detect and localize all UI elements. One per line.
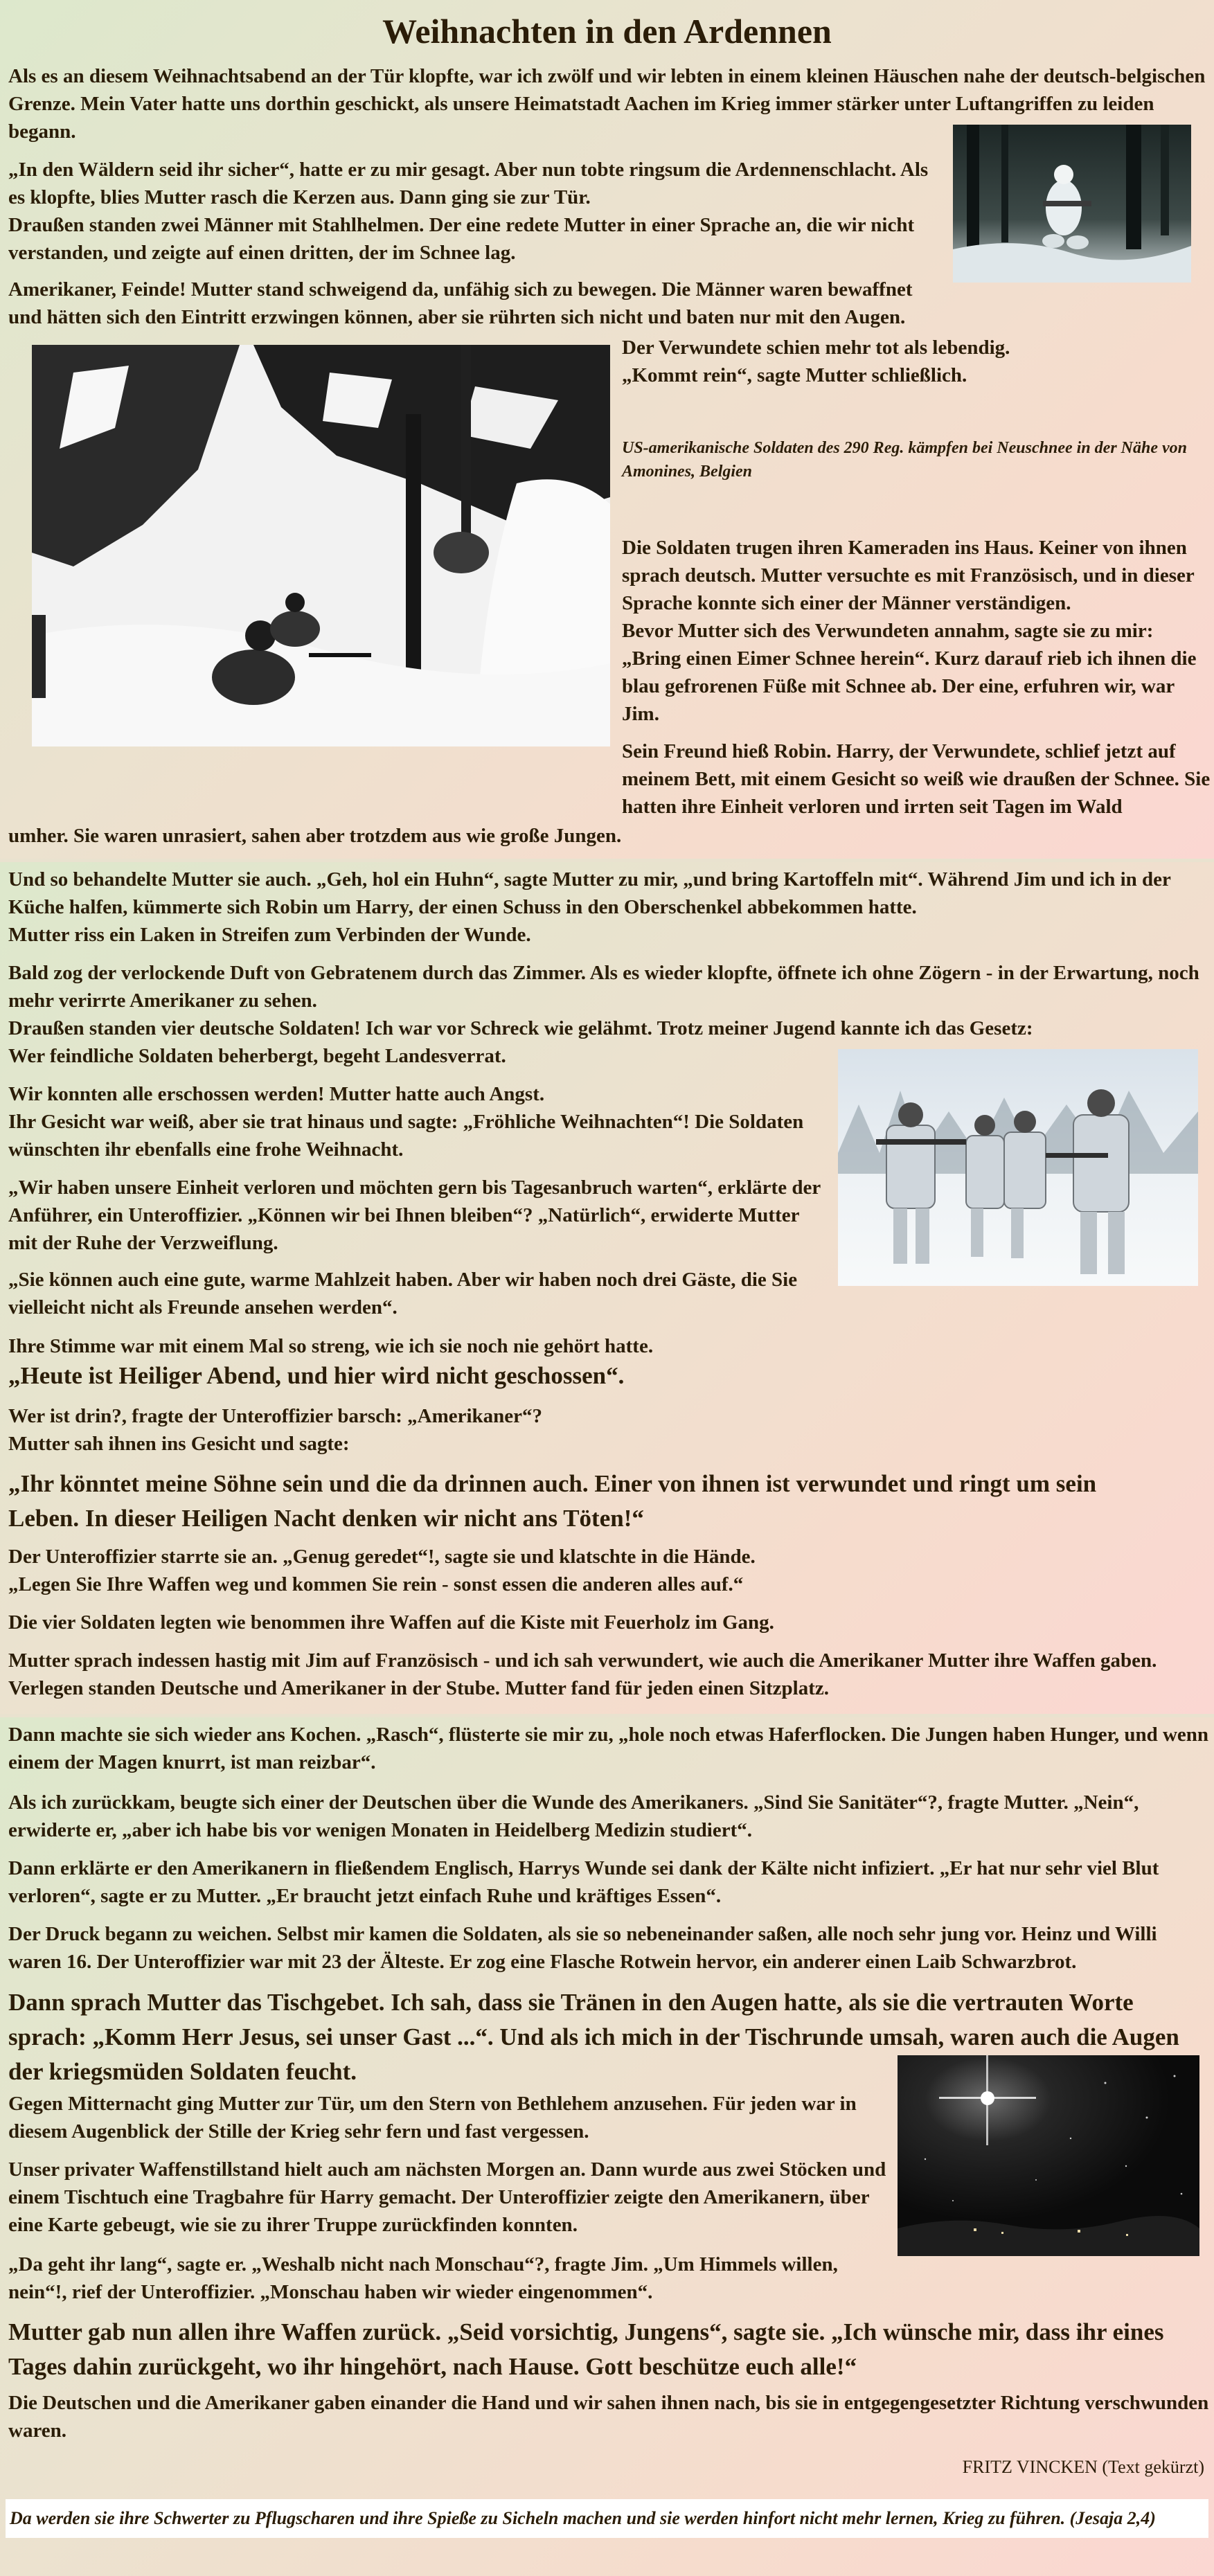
paragraph: Amerikaner, Feinde! Mutter stand schweigend da, unfähig sich zu bewegen. Die Männer waren bewaffnet und hätten sich den Eintritt erzwingen können, aber sie rührten sich nicht und baten nur mit den Augen. bbox=[8, 278, 913, 328]
bethlehem-star-photo bbox=[898, 2055, 1199, 2256]
paragraph: Unser privater Waffenstillstand hielt auch am nächsten Morgen an. Dann wurde aus zwei Stöcken und einem Tischtuch eine Tragbahre für Harry gemacht. Der Unteroffizier zeigte den Amerikanern, über eine Karte gebeugt, wie sie zu ihrer Truppe zurückfinden konnten. bbox=[8, 2158, 886, 2236]
paragraph: Draußen standen vier deutsche Soldaten! Ich war vor Schreck wie gelähmt. Trotz meiner Jugend kannte ich das Gesetz: bbox=[8, 1017, 1033, 1039]
paragraph-emphasis: Mutter gab nun allen ihre Waffen zurück. „Seid vorsichtig, Jungens“, sagte sie. „Ich wünsche mir, dass ihr eines Tages dahin zurückgeht, wo ihr hingehört, nach Hause. Gott beschütze euch alle!“ bbox=[8, 2318, 1164, 2380]
author-credit: FRITZ VINCKEN (Text gekürzt) bbox=[962, 2457, 1204, 2477]
paragraph: Und so behandelte Mutter sie auch. „Geh, hol ein Huhn“, sagte Mutter zu mir, „und bring Kartoffeln mit“. Während Jim und ich in der Küche halfen, kümmerte sich Robin um Harry, der einen Schuss in den Oberschenkel abbekommen hatte. bbox=[8, 868, 1171, 918]
paragraph: Die Deutschen und die Amerikaner gaben einander die Hand und wir sahen ihnen nach, bis sie in entgegengesetzter Richtung verschwunden waren. bbox=[8, 2392, 1209, 2442]
paragraph: Draußen standen zwei Männer mit Stahlhelmen. Der eine redete Mutter in einer Sprache an, die wir nicht verstanden, und zeigte auf einen dritten, der im Schnee lag. bbox=[8, 214, 915, 264]
paragraph: Mutter riss ein Laken in Streifen zum Verbinden der Wunde. bbox=[8, 924, 531, 946]
snow-soldier-photo bbox=[953, 125, 1191, 283]
paragraph: Gegen Mitternacht ging Mutter zur Tür, um den Stern von Bethlehem anzusehen. Für jeden war in diesem Augenblick der Stille der Krieg sehr fern und fast vergessen. bbox=[8, 2093, 857, 2143]
paragraph: Bevor Mutter sich des Verwundeten annahm, sagte sie zu mir: „Bring einen Eimer Schnee herein“. Kurz darauf rieb ich ihnen die blau gefrorenen Füße mit Schnee ab. Der eine, erfuhren wir, war Jim. bbox=[622, 620, 1197, 725]
paragraph: „Sie können auch eine gute, warme Mahlzeit haben. Aber wir haben noch drei Gäste, die Sie vielleicht nicht als Freunde ansehen werden“. bbox=[8, 1269, 798, 1318]
paragraph: Bald zog der verlockende Duft von Gebratenem durch das Zimmer. Als es wieder klopfte, öffnete ich ohne Zögern - in der Erwartung, noch mehr verirrte Amerikaner zu sehen. bbox=[8, 962, 1199, 1012]
paragraph-emphasis: Dann sprach Mutter das Tischgebet. Ich sah, dass sie Tränen in den Augen hatte, als sie die vertrauten Worte sprach: „Komm Herr Jesus, sei unser Gast ...“. Und als ich mich in der Tischrunde umsah, waren auch die Augen der kriegsmüden Soldaten feucht. bbox=[8, 1989, 1179, 2085]
paragraph: Der Unteroffizier starrte sie an. „Genug geredet“!, sagte sie und klatschte in die Hände. bbox=[8, 1546, 756, 1568]
paragraph: „Wir haben unsere Einheit verloren und möchten gern bis Tagesanbruch warten“, erklärte der Anführer, ein Unteroffizier. „Können wir bei Ihnen bleiben“? „Natürlich“, erwiderte Mutter mit der Ruhe der Verzweiflung. bbox=[8, 1177, 821, 1254]
paragraph: Wer ist drin?, fragte der Unteroffizier barsch: „Amerikaner“? bbox=[8, 1405, 543, 1427]
paragraph-emphasis: „Heute ist Heiliger Abend, und hier wird nicht geschossen“. bbox=[8, 1362, 625, 1389]
winter-soldiers-photo bbox=[838, 1049, 1198, 1286]
paragraph: Wir konnten alle erschossen werden! Mutter hatte auch Angst. bbox=[8, 1083, 545, 1105]
bible-quote: Da werden sie ihre Schwerter zu Pflugscharen und ihre Spieße zu Sicheln machen und sie werden hinfort nicht mehr lernen, Krieg zu führen. (Jesaja 2,4) bbox=[6, 2499, 1208, 2538]
paragraph: Als es an diesem Weihnachtsabend an der Tür klopfte, war ich zwölf und wir lebten in einem kleinen Häuschen nahe der deutsch-belgischen Grenze. Mein Vater hatte uns dorthin geschickt, als unsere Heimatstadt Aachen im Krieg immer stärker unter Luftangriffen zu leiden begann. bbox=[8, 65, 1206, 143]
paragraph: Wer feindliche Soldaten beherbergt, begeht Landesverrat. bbox=[8, 1045, 506, 1067]
paragraph: umher. Sie waren unrasiert, sahen aber trotzdem aus wie große Jungen. bbox=[8, 825, 622, 847]
paragraph: Dann erklärte er den Amerikanern in fließendem Englisch, Harrys Wunde sei dank der Kälte nicht infiziert. „Er hat nur sehr viel Blut verloren“, sagte er zu Mutter. „Er braucht jetzt einfach Ruhe und kräftiges Essen“. bbox=[8, 1857, 1159, 1907]
paragraph: Als ich zurückkam, beugte sich einer der Deutschen über die Wunde des Amerikaners. „Sind Sie Sanitäter“?, fragte Mutter. „Nein“, erwiderte er, „aber ich habe bis vor wenigen Monaten in Heidelberg Medizin studiert“. bbox=[8, 1791, 1139, 1841]
paragraph: „In den Wäldern seid ihr sicher“, hatte er zu mir gesagt. Aber nun tobte ringsum die Ardennenschlacht. Als es klopfte, blies Mutter rasch die Kerzen aus. Dann ging sie zur Tür. bbox=[8, 159, 929, 208]
paragraph: Ihre Stimme war mit einem Mal so streng, wie ich sie noch nie gehört hatte. bbox=[8, 1335, 654, 1357]
page-title: Weihnachten in den Ardennen bbox=[382, 12, 832, 51]
photo-caption: US-amerikanische Soldaten des 290 Reg. kämpfen bei Neuschnee in der Nähe von Amonines, Belgien bbox=[622, 439, 1187, 481]
paragraph: Mutter sah ihnen ins Gesicht und sagte: bbox=[8, 1433, 350, 1455]
paragraph: Sein Freund hieß Robin. Harry, der Verwundete, schlief jetzt auf meinem Bett, mit einem Gesicht so weiß wie draußen der Schnee. Sie hatten ihre Einheit verloren und irrten seit Tagen im Wald bbox=[622, 740, 1211, 818]
paragraph: „Kommt rein“, sagte Mutter schließlich. bbox=[622, 364, 967, 386]
paragraph: „Legen Sie Ihre Waffen weg und kommen Sie rein - sonst essen die anderen alles auf.“ bbox=[8, 1573, 744, 1595]
paragraph: Die Soldaten trugen ihren Kameraden ins Haus. Keiner von ihnen sprach deutsch. Mutter versuchte es mit Französisch, und in dieser Sprache konnte sich einer der Männer verständigen. bbox=[622, 537, 1195, 614]
paragraph: Der Verwundete schien mehr tot als lebendig. bbox=[622, 337, 1010, 359]
paragraph: Die vier Soldaten legten wie benommen ihre Waffen auf die Kiste mit Feuerholz im Gang. bbox=[8, 1611, 774, 1634]
paragraph: „Da geht ihr lang“, sagte er. „Weshalb nicht nach Monschau“?, fragte Jim. „Um Himmels willen, nein“!, rief der Unteroffizier. „Monschau haben wir wieder eingenommen“. bbox=[8, 2253, 838, 2303]
paragraph: Dann machte sie sich wieder ans Kochen. „Rasch“, flüsterte sie mir zu, „hole noch etwas Haferflocken. Die Jungen haben Hunger, und wenn einem der Magen knurrt, ist man reizbar“. bbox=[8, 1724, 1209, 1773]
paragraph: Der Druck begann zu weichen. Selbst mir kamen die Soldaten, als sie so nebeneinander saßen, alle noch sehr jung vor. Heinz und Willi waren 16. Der Unteroffizier war mit 23 der Älteste. Er zog eine Flasche Rotwein hervor, ein anderer einen Laib Schwarzbrot. bbox=[8, 1923, 1157, 1973]
paragraph: Ihr Gesicht war weiß, aber sie trat hinaus und sagte: „Fröhliche Weihnachten“! Die Soldaten wünschten ihr ebenfalls eine frohe Weihnacht. bbox=[8, 1111, 804, 1161]
ardennes-battle-photo bbox=[32, 345, 610, 746]
paragraph-emphasis: „Ihr könntet meine Söhne sein und die da drinnen auch. Einer von ihnen ist verwundet und ringt um sein Leben. In dieser Heiligen Nacht denken wir nicht ans Töten!“ bbox=[8, 1470, 1097, 1532]
paragraph: Mutter sprach indessen hastig mit Jim auf Französisch - und ich sah verwundert, wie auch die Amerikaner Mutter ihre Waffen gaben. Verlegen standen Deutsche und Amerikaner in der Stube. Mutter fand für jeden einen Sitzplatz. bbox=[8, 1649, 1157, 1699]
